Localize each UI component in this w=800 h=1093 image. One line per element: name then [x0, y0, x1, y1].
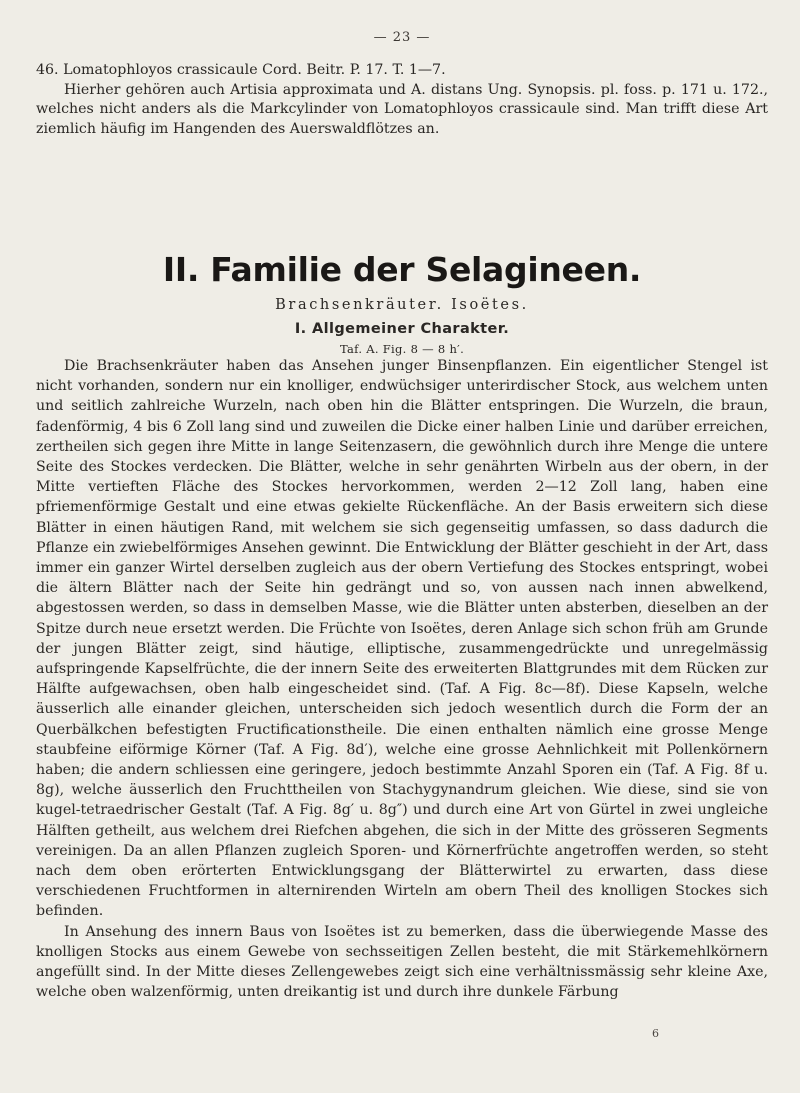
- page-number: — 23 —: [373, 30, 431, 45]
- family-heading: II. Familie der Selagineen.: [162, 250, 642, 289]
- section-title: I. Allgemeiner Charakter.: [294, 321, 510, 337]
- species-paragraph: Hierher gehören auch Artisia approximata und A. distans Ung. Synopsis. pl. foss. p. 171 u. 172., welches nicht anders als die Markcylinder von Lomatophloyos crassicaule sind. Man trifft diese Art ziemlich häufig im Hangenden des Auerswaldflötzes an.: [36, 81, 768, 137]
- species-citation: 46. Lomatophloyos crassicaule Cord. Beitr. P. 17. T. 1—7.: [36, 62, 446, 78]
- figure-reference: Taf. A. Fig. 8 — 8 h′.: [339, 342, 465, 356]
- paragraph-internal-structure: In Ansehung des innern Baus von Isoëtes ist zu bemerken, dass die überwiegende Masse des knolligen Stocks aus einem Gewebe von sechsseitigen Zellen besteht, die mit Stärkemehlkörnern angefüllt sind. In der Mitte dieses Zellengewebes zeigt sich eine verhältnissmässig sehr kleine Axe, welche oben walzenförmig, unten dreikantig ist und durch ihre dunkele Färbung: [36, 923, 768, 1001]
- family-subtitle: Brachsenkräuter. Isoëtes.: [275, 297, 529, 313]
- paragraph-description: Die Brachsenkräuter haben das Ansehen junger Binsenpflanzen. Ein eigentlicher Stengel ist nicht vorhanden, sondern nur ein knolliger, endwüchsiger unterirdischer Stock, aus welchem unten und seitlich zahlreiche Wurzeln, nach oben hin die Blätter entspringen. Die Wurzeln, die braun, fadenförmig, 4 bis 6 Zoll lang sind und zuweilen die Dicke einer halben Linie und darüber erreichen, zertheilen sich gegen ihre Mitte in lange Seitenzasern, die gewöhnlich durch ihre Menge die untere Seite des Stockes verdecken. Die Blätter, welche in sehr genährten Wirbeln aus der obern, in der Mitte vertieften Fläche des Stockes hervorkommen, werden 2—12 Zoll lang, haben eine pfriemenförmige Gestalt und eine etwas gekielte Rückenfläche. An der Basis erweitern sich diese Blätter in einen häutigen Rand, mit welchem sie sich gegenseitig umfassen, so dass dadurch die Pflanze ein zwiebelförmiges Ansehen gewinnt. Die Entwicklung der Blätter geschieht in der Art, dass immer ein ganzer Wirtel derselben zugleich aus der obern Vertiefung des Stockes entspringt, wobei die ältern Blätter nach der Seite hin gedrängt und so, von aussen nach innen abwelkend, abgestossen werden, so dass in demselben Masse, wie die Blätter unten absterben, dieselben an der Spitze durch neue ersetzt werden. Die Früchte von Isoëtes, deren Anlage sich schon früh am Grunde der jungen Blätter zeigt, sind häutige, elliptische, zusammengedrückte und unregelmässig aufspringende Kapselfrüchte, die der innern Seite des erweiterten Blattgrundes mit dem Rücken zur Hälfte aufgewachsen, oben halb eingescheidet sind. (Taf. A Fig. 8c—8f). Diese Kapseln, welche äusserlich alle einander gleichen, unterscheiden sich jedoch wesentlich durch die Form der an Querbälkchen befestigten Fructificationstheile. Die einen enthalten nämlich eine grosse Menge staubfeine eiförmige Körner (Taf. A Fig. 8d′), welche eine grosse Aehnlichkeit mit Pollenkörnern haben; die andern schliessen eine geringere, jedoch bestimmte Anzahl Sporen ein (Taf. A Fig. 8f u. 8g), welche äusserlich den Fruchttheilen von Stachygynandrum gleichen. Wie diese, sind sie von kugel-tetraedrischer Gestalt (Taf. A Fig. 8g′ u. 8g″) und durch eine Art von Gürtel in zwei ungleiche Hälften getheilt, aus welchem drei Riefchen abgehen, die sich in der Mitte des grösseren Segments vereinigen. Da an allen Pflanzen zugleich Sporen- und Körnerfrüchte angetroffen werden, so steht nach dem oben erörterten Entwicklungsgang der Blätterwirtel zu erwarten, dass diese verschiedenen Fruchtformen in alternirenden Wirteln am obern Theil des knolligen Stockes sich befinden.: [36, 358, 768, 920]
- body-text: [36, 356, 768, 1003]
- species-entry: [36, 61, 768, 139]
- document-page: [36, 0, 768, 1093]
- signature-mark: 6: [652, 1027, 659, 1040]
